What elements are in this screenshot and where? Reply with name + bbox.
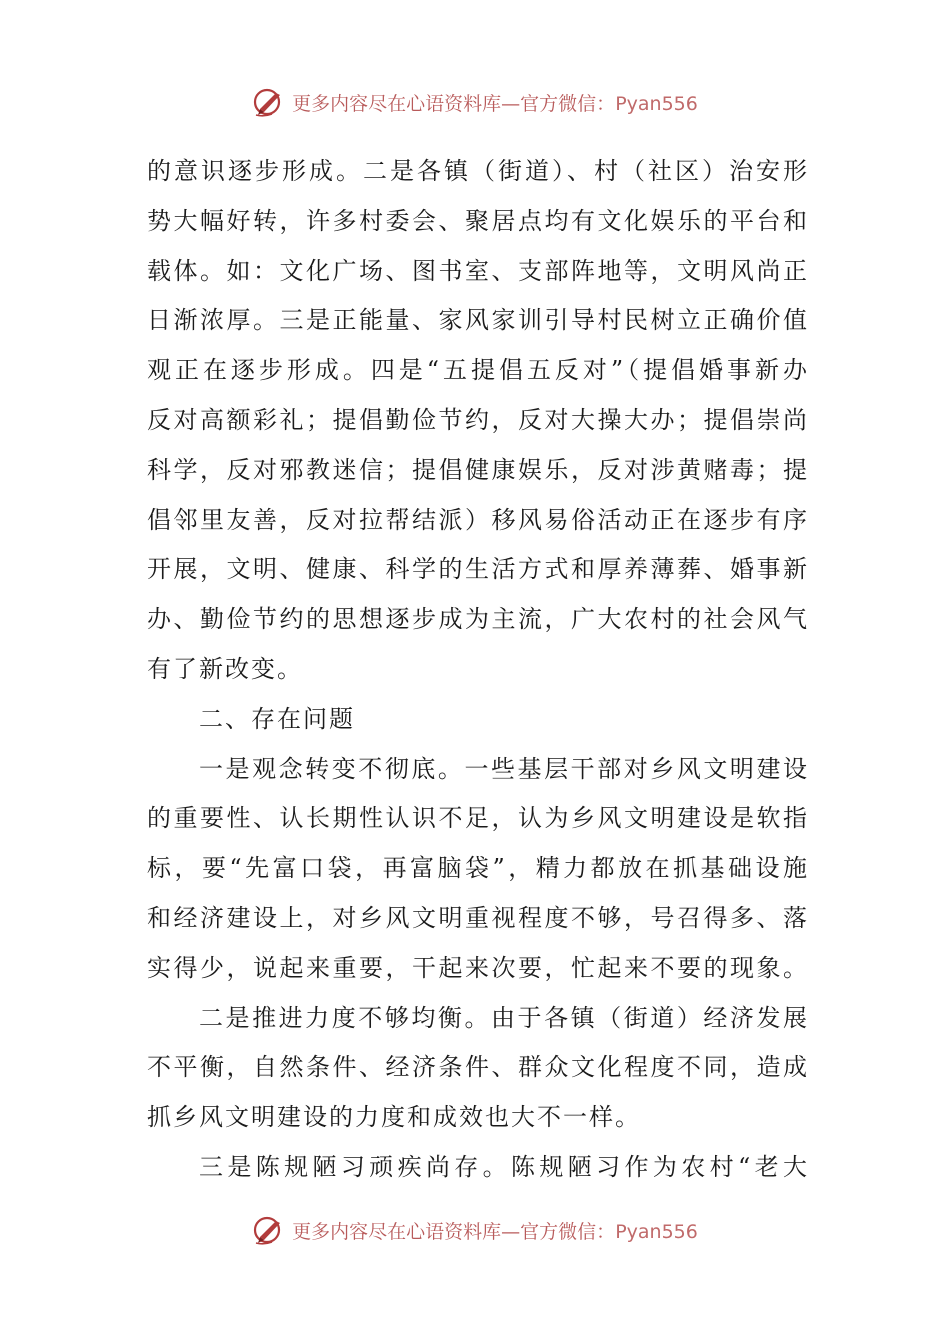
- banner-site-name: 更多内容尽在心语资料库: [292, 92, 502, 115]
- text-line: 势大幅好转，许多村委会、聚居点均有文化娱乐的平台和: [147, 206, 807, 235]
- text-line: 科学，反对邪教迷信；提倡健康娱乐，反对涉黄赌毒；提: [147, 455, 807, 484]
- banner-dash: —: [501, 1220, 521, 1243]
- document-body: [147, 147, 807, 1193]
- banner-text: [292, 89, 698, 116]
- text-line: 标，要“先富口袋，再富脑袋”，精力都放在抓基础设施: [147, 854, 807, 883]
- banner-wechat-label: 官方微信：: [520, 92, 616, 115]
- text-line: 载体。如：文化广场、图书室、支部阵地等，文明风尚正: [147, 256, 807, 285]
- banner-wechat-id: Pyan556: [615, 1220, 698, 1243]
- header-banner: [0, 82, 950, 122]
- text-line: 和经济建设上，对乡风文明重视程度不够，号召得多、落: [147, 903, 807, 932]
- pen-logo-icon: [252, 1213, 286, 1247]
- text-line: 二是推进力度不够均衡。由于各镇（街道）经济发展: [199, 1003, 807, 1032]
- text-line: 的重要性、认长期性认识不足，认为乡风文明建设是软指: [147, 804, 807, 833]
- text-line: 反对高额彩礼；提倡勤俭节约，反对大操大办；提倡崇尚: [147, 405, 807, 434]
- text-line: 倡邻里友善，反对拉帮结派）移风易俗活动正在逐步有序: [147, 505, 807, 534]
- text-line: 日渐浓厚。三是正能量、家风家训引导村民树立正确价值: [147, 306, 807, 335]
- section-heading: 二、存在问题: [199, 704, 355, 733]
- banner-text: [292, 1217, 698, 1244]
- text-line: 办、勤俭节约的思想逐步成为主流，广大农村的社会风气: [147, 605, 807, 634]
- text-line: 的意识逐步形成。二是各镇（街道）、村（社区）治安形: [147, 157, 807, 185]
- text-line: 实得少，说起来重要，干起来次要，忙起来不要的现象。: [147, 953, 807, 982]
- banner-wechat-label: 官方微信：: [520, 1220, 616, 1243]
- banner-wechat-id: Pyan556: [615, 92, 698, 115]
- text-line: 观正在逐步形成。四是“五提倡五反对”（提倡婚事新办: [147, 356, 807, 385]
- text-line: 一是观念转变不彻底。一些基层干部对乡风文明建设: [199, 754, 807, 783]
- text-line: 开展，文明、健康、科学的生活方式和厚养薄葬、婚事新: [147, 555, 807, 584]
- pen-logo-icon: [252, 85, 286, 119]
- banner-dash: —: [501, 92, 521, 115]
- text-line: 不平衡，自然条件、经济条件、群众文化程度不同，造成: [147, 1053, 807, 1082]
- text-line: 三是陈规陋习顽疾尚存。陈规陋习作为农村“老大: [199, 1152, 807, 1181]
- text-line: 有了新改变。: [147, 654, 303, 683]
- banner-site-name: 更多内容尽在心语资料库: [292, 1220, 502, 1243]
- footer-banner: [0, 1210, 950, 1250]
- text-line: 抓乡风文明建设的力度和成效也大不一样。: [147, 1103, 641, 1132]
